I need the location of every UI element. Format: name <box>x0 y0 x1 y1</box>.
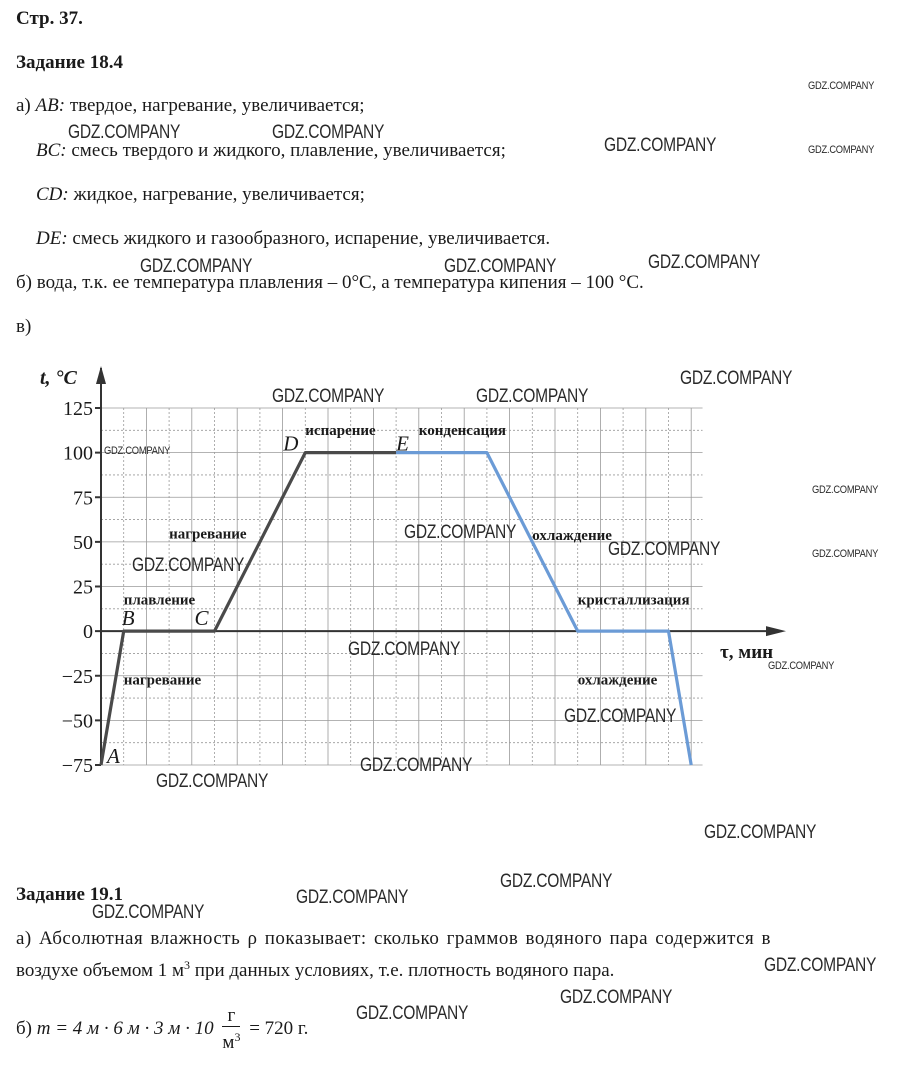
watermark: GDZ.COMPANY <box>156 771 269 792</box>
page-label: Стр. 37. <box>16 8 83 29</box>
watermark: GDZ.COMPANY <box>140 256 253 277</box>
watermark: GDZ.COMPANY <box>272 386 385 407</box>
watermark: GDZ.COMPANY <box>604 135 717 156</box>
watermark: GDZ.COMPANY <box>808 80 875 92</box>
y-axis-label: t, °C <box>40 367 77 389</box>
y-tick-label: −25 <box>61 665 93 688</box>
segment-text-ab: твердое, нагревание, увеличивается; <box>69 95 365 116</box>
y-tick-label: 0 <box>83 621 93 644</box>
x-axis-label: τ, мин <box>720 642 774 664</box>
watermark: GDZ.COMPANY <box>564 706 677 727</box>
segment-text-bc: смесь твердого и жидкого, плавление, увеличивается; <box>71 140 506 161</box>
segment-label-de: DE: <box>36 228 68 249</box>
y-tick-label: −50 <box>61 710 93 733</box>
watermark: GDZ.COMPANY <box>704 822 817 843</box>
fraction-denominator-unit: м <box>222 1032 235 1053</box>
segment-text-de: смесь жидкого и газообразного, испарение, увеличивается. <box>72 228 551 249</box>
watermark: GDZ.COMPANY <box>812 484 879 496</box>
y-tick-label: −75 <box>61 755 93 777</box>
phase-annotation: испарение <box>305 422 376 439</box>
watermark: GDZ.COMPANY <box>444 256 557 277</box>
watermark: GDZ.COMPANY <box>272 122 385 143</box>
watermark: GDZ.COMPANY <box>476 386 589 407</box>
watermark: GDZ.COMPANY <box>296 887 409 908</box>
watermark: GDZ.COMPANY <box>68 122 181 143</box>
answer-19-a-line2-pre: воздухе объемом 1 м <box>16 960 185 981</box>
segment-label-bc: BC: <box>36 140 67 161</box>
y-tick-label: 25 <box>73 576 93 599</box>
point-label-e: E <box>396 431 409 456</box>
segment-label-ab: AB: <box>35 95 66 116</box>
watermark: GDZ.COMPANY <box>560 987 673 1008</box>
fraction-denominator-exponent: 3 <box>234 1030 241 1044</box>
watermark: GDZ.COMPANY <box>360 755 473 776</box>
y-axis-arrow <box>96 366 106 384</box>
watermark: GDZ.COMPANY <box>132 555 245 576</box>
answer-19-b-prefix: б) <box>16 1017 32 1039</box>
fraction-denominator <box>222 1027 240 1053</box>
watermark: GDZ.COMPANY <box>648 252 761 273</box>
phase-annotation: плавление <box>123 592 196 609</box>
phase-annotation: кристаллизация <box>577 592 690 609</box>
watermark: GDZ.COMPANY <box>404 522 517 543</box>
answer-v: в) <box>16 316 32 337</box>
phase-annotation: охлаждение <box>532 528 612 545</box>
answer-19-a-line2 <box>16 958 614 982</box>
point-label-a: A <box>107 744 120 768</box>
phase-annotation: нагревание <box>123 672 202 689</box>
point-label-d: D <box>283 431 299 456</box>
answer-19-b <box>16 1006 308 1053</box>
watermark: GDZ.COMPANY <box>356 1003 469 1024</box>
watermark: GDZ.COMPANY <box>808 144 875 156</box>
density-unit-fraction <box>222 1006 240 1053</box>
watermark: GDZ.COMPANY <box>680 368 793 389</box>
y-tick-label: 50 <box>73 531 93 554</box>
task-18-4-title: Задание 18.4 <box>16 52 123 73</box>
segment-label-cd: CD: <box>36 184 69 205</box>
segment-text-cd: жидкое, нагревание, увеличивается; <box>73 184 365 205</box>
phase-annotation: охлаждение <box>577 672 658 689</box>
y-tick-label: 125 <box>63 398 93 420</box>
phase-annotation: конденсация <box>418 422 507 439</box>
answer-19-a-line2-post: при данных условиях, т.е. плотность водяного пара. <box>190 960 615 981</box>
watermark: GDZ.COMPANY <box>348 639 461 660</box>
watermark: GDZ.COMPANY <box>500 871 613 892</box>
watermark: GDZ.COMPANY <box>764 955 877 976</box>
phase-annotation: нагревание <box>169 526 247 543</box>
watermark: GDZ.COMPANY <box>104 445 171 457</box>
answer-19-a-line1: а) Абсолютная влажность ρ показывает: сколько граммов водяного пара содержится в <box>16 928 771 949</box>
task-19-1-title: Задание 19.1 <box>16 884 123 905</box>
watermark: GDZ.COMPANY <box>92 902 205 923</box>
watermark: GDZ.COMPANY <box>812 548 879 560</box>
answer-a-cd <box>36 184 365 206</box>
answer-19-b-result: = 720 г. <box>249 1017 309 1039</box>
answer-b: б) вода, т.к. ее температура плавления – 0°C, а температура кипения – 100 °C. <box>16 272 644 293</box>
point-label-b: B <box>121 606 135 631</box>
x-axis-arrow <box>766 626 786 636</box>
watermark: GDZ.COMPANY <box>768 660 835 672</box>
y-tick-label: 75 <box>73 487 93 510</box>
cubic-exponent: 3 <box>184 958 191 972</box>
answer-19-b-formula: m = 4 м · 6 м · 3 м · 10 <box>36 1017 214 1039</box>
fraction-numerator: г <box>222 1006 240 1027</box>
watermark: GDZ.COMPANY <box>608 539 721 560</box>
point-label-c: C <box>194 606 209 631</box>
answer-a-ab <box>16 95 364 117</box>
answer-a-de <box>36 228 550 250</box>
y-tick-label: 100 <box>63 442 93 465</box>
answer-a-prefix: а) <box>16 95 31 116</box>
